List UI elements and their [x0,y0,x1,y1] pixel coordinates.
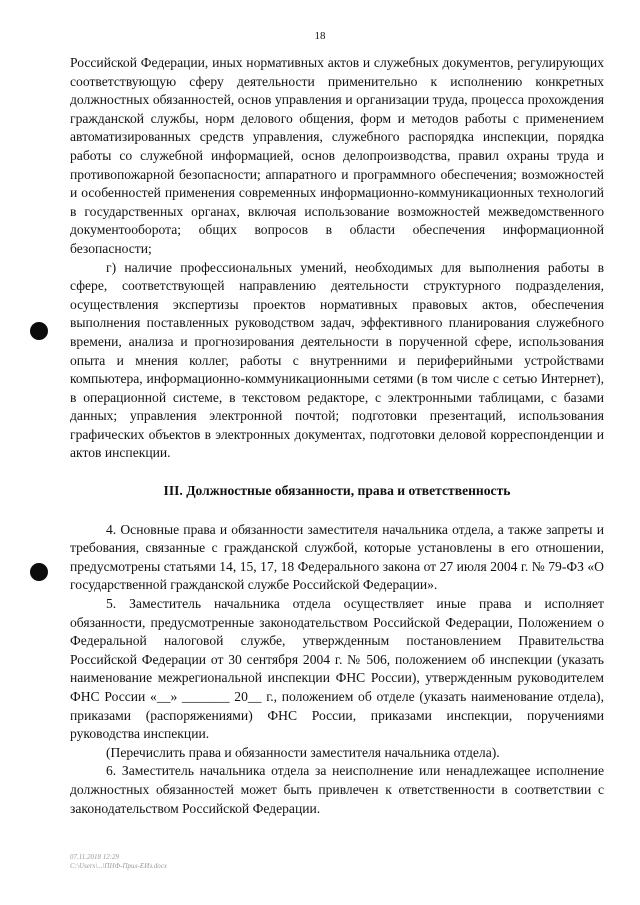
punch-hole-icon [30,322,48,340]
paragraph-skills: г) наличие профессиональных умений, необходимых для выполнения работы в сфере, соответствующей направлению деятельности структурного подразделения, осуществления экспертизы проектов нормативных правовых актов, обеспечения выполнения поставленных руководством задач, эффективного планирования служебного времени, анализа и прогнозирования деятельности в порученной сфере, использования опыта и мнения коллег, работы с внутренними и периферийными устройствами компьютера, информационно-коммуникационными сетями (в том числе с сетью Интернет), в операционной системе, в текстовом редакторе, с электронными таблицами, с базами данных; управления электронной почтой; подготовки презентаций, использования графических объектов в электронных документах, подготовки деловой корреспонденции и актов инспекции. [70,259,604,461]
punch-hole-icon [30,563,48,581]
footer-date: 07.11.2018 12:29 [70,853,120,861]
footer-path: C:\Users\...\ПНФ-Прил-ЕИз.docx [70,862,167,870]
document-body [70,54,604,818]
footer-file-info [70,853,167,871]
paragraph-item-5-note: (Перечислить права и обязанности заместителя начальника отдела). [106,744,500,760]
paragraph-item-5: 5. Заместитель начальника отдела осуществляет иные права и исполняет обязанности, предусмотренные законодательством Российской Федерации, Положением о Федеральной налоговой службе, утвержденным постановлением Правительства Российской Федерации от 30 сентября 2004 г. № 506, положением об инспекции (указать наименование межрегиональной инспекции ФНС России), утвержденным руководителем ФНС России «__» _______ 20__ г., положением об отделе (указать наименование отдела), приказами (распоряжениями) ФНС России, приказами инспекции, поручениями руководства инспекции. [70,596,604,742]
paragraph-item-6: 6. Заместитель начальника отдела за неисполнение или ненадлежащее исполнение должностных обязанностей может быть привлечен к ответственности в соответствии с законодательством Российской Федерации. [70,763,604,816]
paragraph-knowledge-continuation: Российской Федерации, иных нормативных актов и служебных документов, регулирующих соответствующую сферу деятельности применительно к исполнению конкретных должностных обязанностей, основ управления и организации труда, процесса прохождения гражданской службы, норм делового общения, форм и методов работы с применением автоматизированных средств управления, служебного распорядка инспекции, порядка работы со служебной информацией, основ делопроизводства, правил охраны труда и противопожарной безопасности; аппаратного и программного обеспечения; возможностей и особенностей применения современных информационно-коммуникационных технологий в государственных органах, включая использование возможностей межведомственного документооборота; общих вопросов в области обеспечения информационной безопасности; [70,55,604,256]
page-number: 18 [314,30,326,42]
paragraph-item-4: 4. Основные права и обязанности заместителя начальника отдела, а также запреты и требования, связанные с гражданской службой, которые установлены в его отношении, предусмотрены статьями 14, 15, 17, 18 Федерального закона от 27 июля 2004 г. № 79-ФЗ «О государственной гражданской службе Российской Федерации». [70,521,604,593]
section-heading: III. Должностные обязанности, права и ответственность [163,483,511,499]
